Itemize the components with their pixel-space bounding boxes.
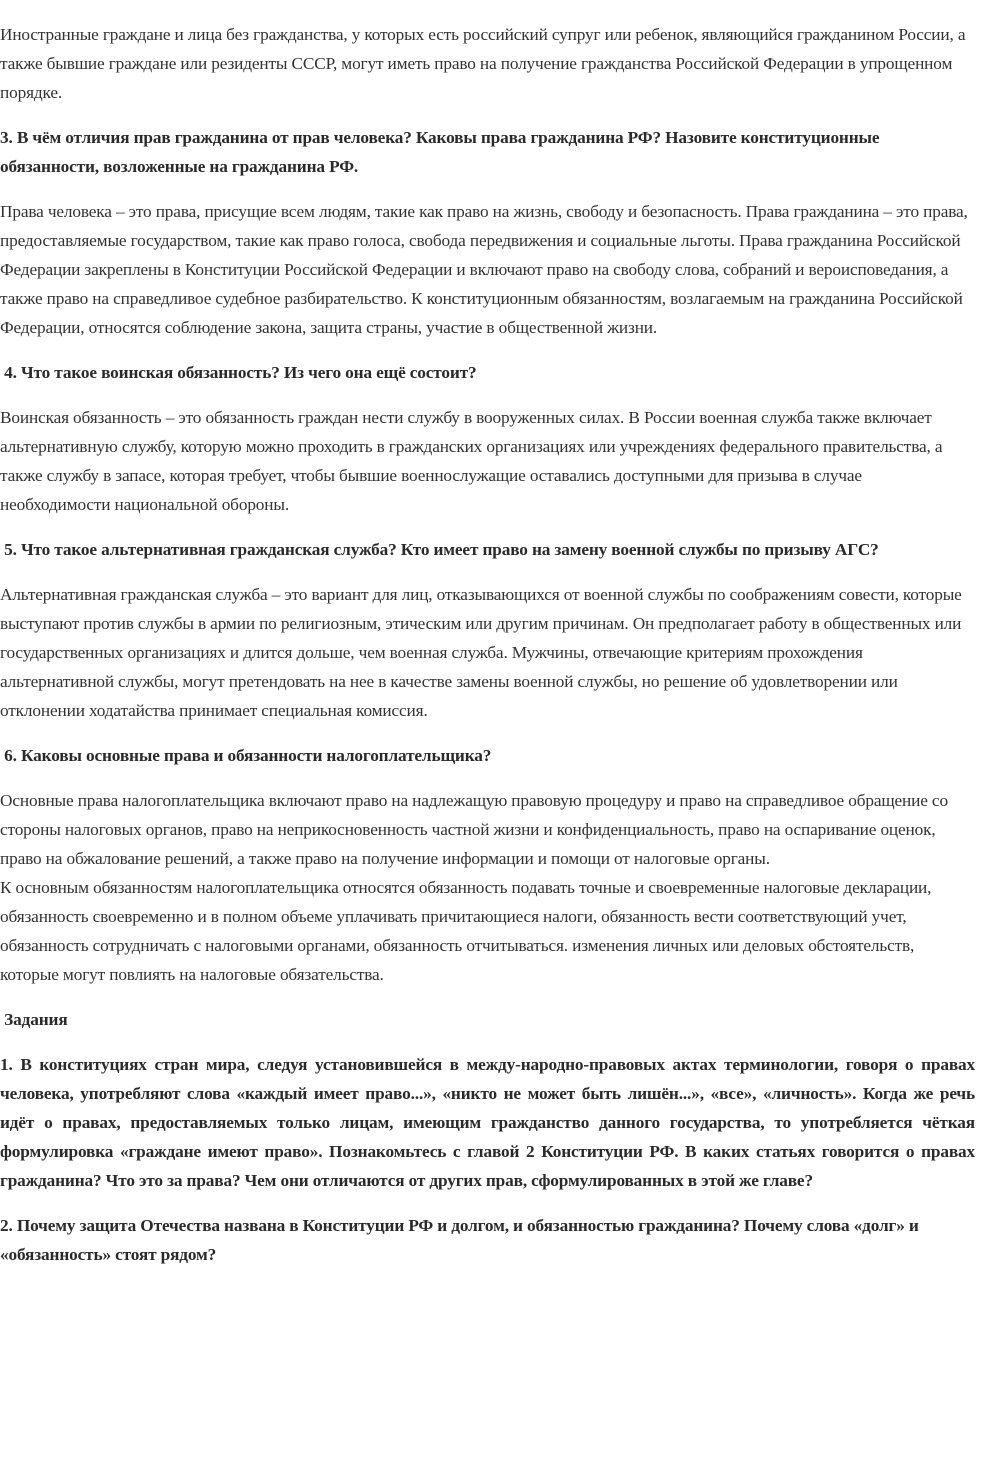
- question-4: 4. Что такое воинская обязанность? Из чего она ещё состоит?: [0, 363, 477, 382]
- paragraph-citizenship-simplified: Иностранные граждане и лица без гражданства, у которых есть российский супруг или ребенок, являющийся гражданином России, а также бывшие граждане или резиденты СССР, могут иметь право на получение гражданства Российской Федерации в упрощенном порядке.: [0, 25, 966, 102]
- question-5: 5. Что такое альтернативная гражданская служба? Кто имеет право на замену военной службы по призыву АГС?: [0, 540, 879, 559]
- question-3: 3. В чём отличия прав гражданина от прав человека? Каковы права гражданина РФ? Назовите конституционные обязанности, возложенные на гражданина РФ.: [0, 128, 880, 176]
- answer-3: Права человека – это права, присущие всем людям, такие как право на жизнь, свободу и безопасность. Права гражданина – это права, предоставляемые государством, такие как право голоса, свобода передвижения и социальные льготы. Права гражданина Российской Федерации закреплены в Конституции Российской Федерации и включают право на свободу слова, собраний и вероисповедания, а также право на справедливое судебное разбирательство. К конституционным обязанностям, возлагаемым на гражданина Российской Федерации, относятся соблюдение закона, защита страны, участие в общественной жизни.: [0, 202, 968, 337]
- answer-5: Альтернативная гражданская служба – это вариант для лиц, отказывающихся от военной службы по соображениям совести, которые выступают против службы в армии по религиозным, этическим или другим причинам. Он предполагает работу в общественных или государственных организациях и длится дольше, чем военная служба. Мужчины, отвечающие критериям прохождения альтернативной службы, могут претендовать на нее в качестве замены военной службы, но решение об удовлетворении или отклонении ходатайства принимает специальная комиссия.: [0, 585, 962, 720]
- task-2: 2. Почему защита Отечества названа в Конституции РФ и долгом, и обязанностью гражданина? Почему слова «долг» и «обязанность» стоят рядом?: [0, 1216, 919, 1264]
- task-1: 1. В конституциях стран мира, следуя установившейся в между-народно-правовых актах терминологии, говоря о правах человека, употребляют слова «каждый имеет право...», «никто не может быть лишён...», «все», «личность». Когда же речь идёт о правах, предоставляемых только лицам, имеющим гражданство данного государства, то употребляется чёткая формулировка «граждане имеют право». Познакомьтесь с главой 2 Конституции РФ. В каких статьях говорится о правах гражданина? Что это за права? Чем они отличаются от других прав, сформулированных в этой же главе?: [0, 1055, 975, 1190]
- answer-6-rights: Основные права налогоплательщика включают право на надлежащую правовую процедуру и право на справедливое обращение со стороны налоговых органов, право на неприкосновенность частной жизни и конфиденциальность, право на оспаривание оценок, право на обжалование решений, а также право на получение информации и помощи от налоговые органы.: [0, 791, 948, 868]
- tasks-heading: Задания: [0, 1010, 68, 1029]
- question-6: 6. Каковы основные права и обязанности налогоплательщика?: [0, 746, 492, 765]
- answer-4: Воинская обязанность – это обязанность граждан нести службу в вооруженных силах. В России военная служба также включает альтернативную службу, которую можно проходить в гражданских организациях или учреждениях федерального правительства, а также службу в запасе, которая требует, чтобы бывшие военнослужащие оставались доступными для призыва в случае необходимости национальной обороны.: [0, 408, 943, 514]
- answer-6-duties: К основным обязанностям налогоплательщика относятся обязанность подавать точные и своевременные налоговые декларации, обязанность своевременно и в полном объеме уплачивать причитающиеся налоги, обязанность вести соответствующий учет, обязанность сотрудничать с налоговыми органами, обязанность отчитываться. изменения личных или деловых обстоятельств, которые могут повлиять на налоговые обязательства.: [0, 878, 932, 984]
